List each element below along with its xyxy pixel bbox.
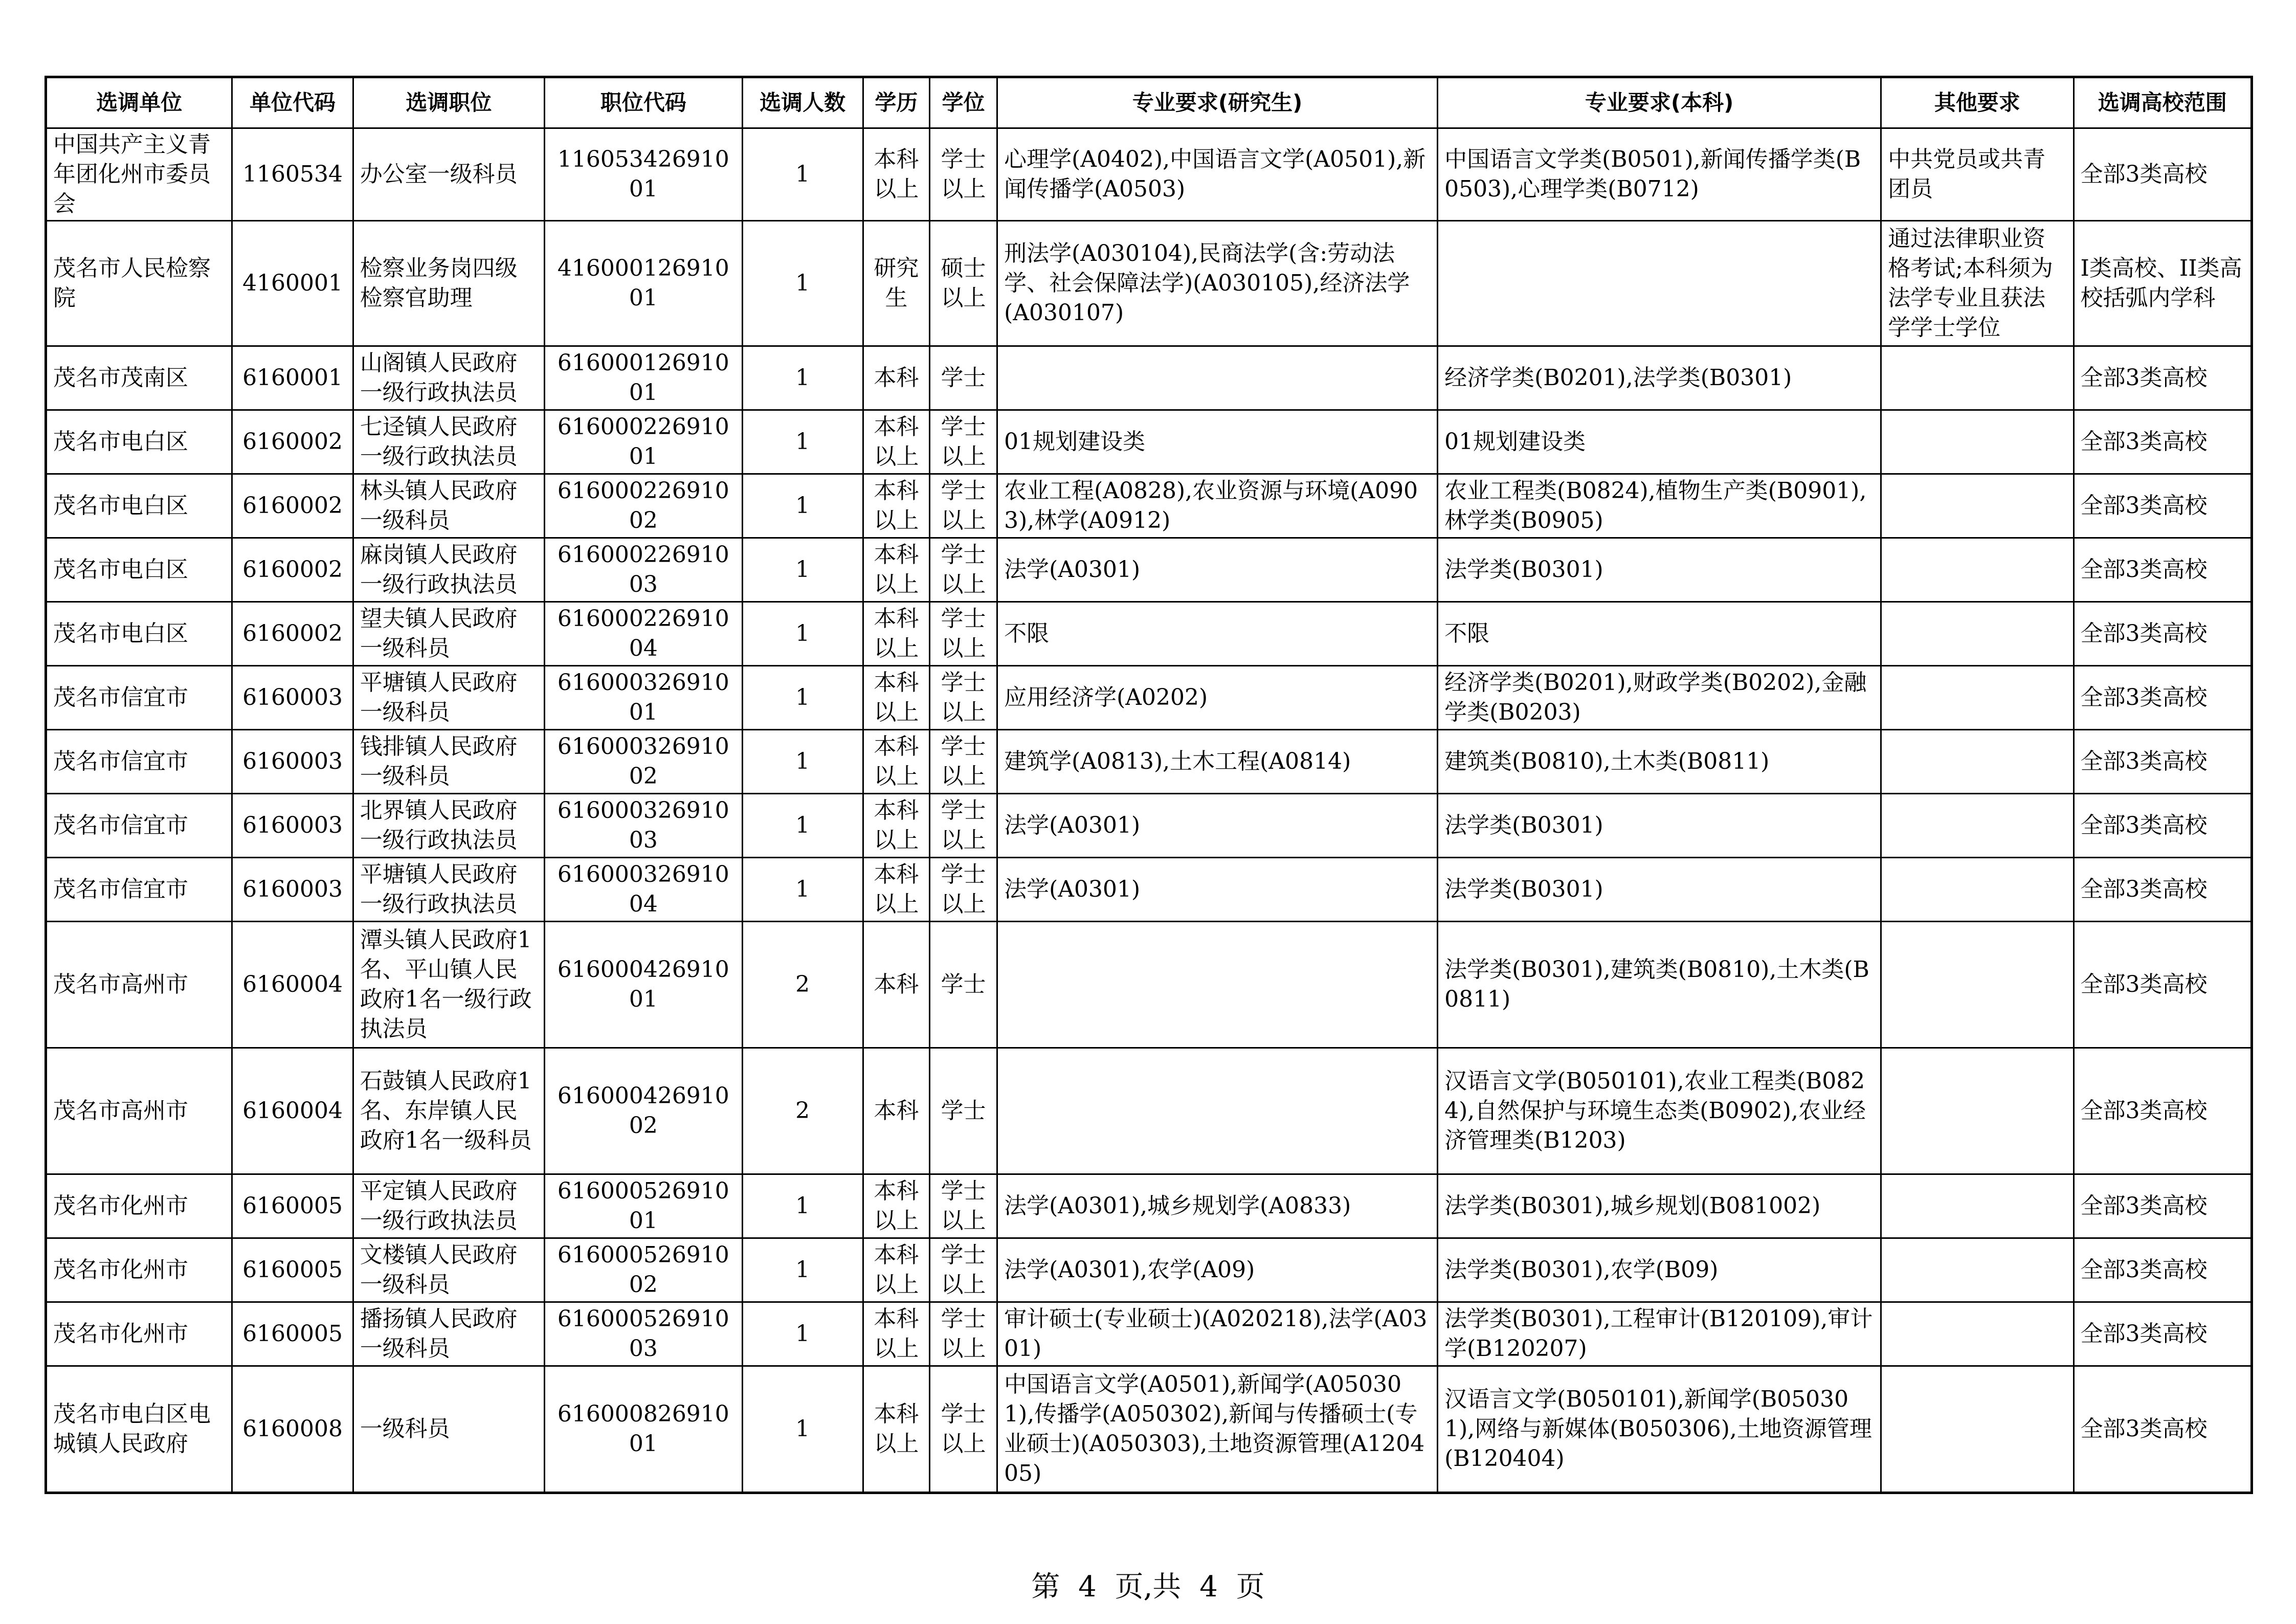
cell-position-code: 61600012691001 xyxy=(545,346,742,410)
col-header-major-graduate: 专业要求(研究生) xyxy=(997,77,1438,128)
cell-count: 1 xyxy=(742,538,863,602)
cell-major-graduate: 应用经济学(A0202) xyxy=(997,666,1438,730)
cell-school-scope: 全部3类高校 xyxy=(2074,1048,2252,1174)
cell-degree: 学士以上 xyxy=(929,128,997,221)
cell-position: 山阁镇人民政府一级行政执法员 xyxy=(353,346,544,410)
cell-unit-code: 6160003 xyxy=(232,666,353,730)
cell-count: 1 xyxy=(742,858,863,922)
cell-education: 本科以上 xyxy=(863,538,929,602)
cell-count: 1 xyxy=(742,221,863,346)
cell-major-graduate: 01规划建设类 xyxy=(997,410,1438,474)
cell-major-undergrad: 建筑类(B0810),土木类(B0811) xyxy=(1438,730,1881,794)
cell-school-scope: 全部3类高校 xyxy=(2074,538,2252,602)
cell-other xyxy=(1881,1174,2074,1238)
cell-school-scope: 全部3类高校 xyxy=(2074,794,2252,858)
cell-position: 潭头镇人民政府1名、平山镇人民政府1名一级行政执法员 xyxy=(353,922,544,1048)
cell-position: 平塘镇人民政府一级行政执法员 xyxy=(353,858,544,922)
cell-education: 本科以上 xyxy=(863,730,929,794)
cell-position-code: 61600022691002 xyxy=(545,474,742,538)
cell-education: 本科以上 xyxy=(863,666,929,730)
cell-count: 1 xyxy=(742,602,863,666)
cell-unit: 茂名市信宜市 xyxy=(46,794,232,858)
cell-major-graduate: 审计硕士(专业硕士)(A020218),法学(A0301) xyxy=(997,1302,1438,1366)
col-header-count: 选调人数 xyxy=(742,77,863,128)
cell-unit: 中国共产主义青年团化州市委员会 xyxy=(46,128,232,221)
cell-major-graduate: 法学(A0301) xyxy=(997,858,1438,922)
cell-school-scope: 全部3类高校 xyxy=(2074,922,2252,1048)
table-row xyxy=(46,1048,2252,1174)
cell-count: 1 xyxy=(742,730,863,794)
cell-unit-code: 6160002 xyxy=(232,474,353,538)
cell-major-graduate: 心理学(A0402),中国语言文学(A0501),新闻传播学(A0503) xyxy=(997,128,1438,221)
cell-position-code: 61600032691004 xyxy=(545,858,742,922)
cell-position: 播扬镇人民政府一级科员 xyxy=(353,1302,544,1366)
cell-unit: 茂名市人民检察院 xyxy=(46,221,232,346)
cell-major-graduate: 法学(A0301),城乡规划学(A0833) xyxy=(997,1174,1438,1238)
cell-unit: 茂名市信宜市 xyxy=(46,858,232,922)
cell-position-code: 41600012691001 xyxy=(545,221,742,346)
table-row xyxy=(46,221,2252,346)
cell-major-undergrad: 汉语言文学(B050101),农业工程类(B0824),自然保护与环境生态类(B0902),农业经济管理类(B1203) xyxy=(1438,1048,1881,1174)
cell-count: 1 xyxy=(742,1302,863,1366)
page-footer: 第 4 页,共 4 页 xyxy=(1031,1570,1265,1604)
cell-other xyxy=(1881,1048,2074,1174)
cell-major-undergrad: 农业工程类(B0824),植物生产类(B0901),林学类(B0905) xyxy=(1438,474,1881,538)
cell-count: 1 xyxy=(742,1366,863,1493)
cell-position-code: 61600052691003 xyxy=(545,1302,742,1366)
cell-major-undergrad xyxy=(1438,221,1881,346)
table-row xyxy=(46,730,2252,794)
cell-education: 本科以上 xyxy=(863,474,929,538)
cell-degree: 学士以上 xyxy=(929,602,997,666)
cell-unit: 茂名市化州市 xyxy=(46,1174,232,1238)
cell-position: 平定镇人民政府一级行政执法员 xyxy=(353,1174,544,1238)
table-row xyxy=(46,1238,2252,1302)
cell-count: 1 xyxy=(742,666,863,730)
cell-other xyxy=(1881,858,2074,922)
table-row xyxy=(46,1366,2252,1493)
cell-position: 石鼓镇人民政府1名、东岸镇人民政府1名一级科员 xyxy=(353,1048,544,1174)
table-row xyxy=(46,410,2252,474)
cell-position-code: 61600042691002 xyxy=(545,1048,742,1174)
cell-unit-code: 6160003 xyxy=(232,730,353,794)
cell-other xyxy=(1881,1302,2074,1366)
cell-position: 一级科员 xyxy=(353,1366,544,1493)
cell-other: 通过法律职业资格考试;本科须为法学专业且获法学学士学位 xyxy=(1881,221,2074,346)
cell-unit-code: 6160001 xyxy=(232,346,353,410)
cell-education: 本科以上 xyxy=(863,410,929,474)
cell-major-graduate xyxy=(997,1048,1438,1174)
cell-major-undergrad: 法学类(B0301),工程审计(B120109),审计学(B120207) xyxy=(1438,1302,1881,1366)
cell-education: 本科以上 xyxy=(863,1174,929,1238)
cell-count: 1 xyxy=(742,794,863,858)
cell-school-scope: 全部3类高校 xyxy=(2074,1366,2252,1493)
cell-unit-code: 6160002 xyxy=(232,602,353,666)
table-row xyxy=(46,794,2252,858)
cell-unit: 茂名市电白区 xyxy=(46,538,232,602)
cell-major-undergrad: 中国语言文学类(B0501),新闻传播学类(B0503),心理学类(B0712) xyxy=(1438,128,1881,221)
cell-unit: 茂名市电白区电城镇人民政府 xyxy=(46,1366,232,1493)
cell-degree: 学士以上 xyxy=(929,474,997,538)
cell-education: 本科以上 xyxy=(863,1238,929,1302)
col-header-unit-code: 单位代码 xyxy=(232,77,353,128)
cell-unit: 茂名市化州市 xyxy=(46,1238,232,1302)
cell-major-undergrad: 经济学类(B0201),法学类(B0301) xyxy=(1438,346,1881,410)
cell-other xyxy=(1881,346,2074,410)
cell-major-undergrad: 法学类(B0301) xyxy=(1438,794,1881,858)
cell-education: 本科以上 xyxy=(863,602,929,666)
cell-major-graduate: 刑法学(A030104),民商法学(含:劳动法学、社会保障法学)(A030105),经济法学(A030107) xyxy=(997,221,1438,346)
cell-position-code: 61600082691001 xyxy=(545,1366,742,1493)
cell-position-code: 61600042691001 xyxy=(545,922,742,1048)
cell-position-code: 11605342691001 xyxy=(545,128,742,221)
cell-school-scope: I类高校、II类高校括弧内学科 xyxy=(2074,221,2252,346)
cell-unit: 茂名市电白区 xyxy=(46,602,232,666)
cell-school-scope: 全部3类高校 xyxy=(2074,346,2252,410)
cell-education: 研究生 xyxy=(863,221,929,346)
cell-other xyxy=(1881,538,2074,602)
cell-unit-code: 4160001 xyxy=(232,221,353,346)
cell-school-scope: 全部3类高校 xyxy=(2074,1302,2252,1366)
cell-degree: 学士以上 xyxy=(929,666,997,730)
cell-major-graduate xyxy=(997,346,1438,410)
cell-school-scope: 全部3类高校 xyxy=(2074,858,2252,922)
cell-unit: 茂名市信宜市 xyxy=(46,666,232,730)
cell-position: 办公室一级科员 xyxy=(353,128,544,221)
cell-count: 1 xyxy=(742,1238,863,1302)
cell-major-undergrad: 法学类(B0301),建筑类(B0810),土木类(B0811) xyxy=(1438,922,1881,1048)
cell-position-code: 61600052691001 xyxy=(545,1174,742,1238)
cell-major-undergrad: 01规划建设类 xyxy=(1438,410,1881,474)
col-header-position: 选调职位 xyxy=(353,77,544,128)
cell-position: 北界镇人民政府一级行政执法员 xyxy=(353,794,544,858)
cell-unit-code: 6160002 xyxy=(232,538,353,602)
cell-position-code: 61600022691001 xyxy=(545,410,742,474)
cell-unit: 茂名市茂南区 xyxy=(46,346,232,410)
col-header-other: 其他要求 xyxy=(1881,77,2074,128)
cell-unit: 茂名市电白区 xyxy=(46,410,232,474)
cell-unit-code: 6160003 xyxy=(232,794,353,858)
cell-unit: 茂名市化州市 xyxy=(46,1302,232,1366)
cell-position: 麻岗镇人民政府一级行政执法员 xyxy=(353,538,544,602)
cell-school-scope: 全部3类高校 xyxy=(2074,602,2252,666)
cell-degree: 学士以上 xyxy=(929,1238,997,1302)
cell-degree: 学士以上 xyxy=(929,858,997,922)
cell-degree: 学士以上 xyxy=(929,1174,997,1238)
table-row xyxy=(46,602,2252,666)
cell-other xyxy=(1881,922,2074,1048)
cell-other xyxy=(1881,666,2074,730)
cell-degree: 学士 xyxy=(929,1048,997,1174)
col-header-education: 学历 xyxy=(863,77,929,128)
cell-count: 1 xyxy=(742,346,863,410)
cell-count: 2 xyxy=(742,1048,863,1174)
cell-major-graduate: 农业工程(A0828),农业资源与环境(A0903),林学(A0912) xyxy=(997,474,1438,538)
cell-major-graduate: 中国语言文学(A0501),新闻学(A050301),传播学(A050302),新闻与传播硕士(专业硕士)(A050303),土地资源管理(A120405) xyxy=(997,1366,1438,1493)
cell-education: 本科以上 xyxy=(863,858,929,922)
cell-degree: 学士以上 xyxy=(929,730,997,794)
cell-unit: 茂名市高州市 xyxy=(46,922,232,1048)
cell-count: 1 xyxy=(742,128,863,221)
position-table xyxy=(44,76,2253,1494)
table-row xyxy=(46,858,2252,922)
cell-unit-code: 6160005 xyxy=(232,1238,353,1302)
cell-position: 平塘镇人民政府一级科员 xyxy=(353,666,544,730)
cell-school-scope: 全部3类高校 xyxy=(2074,1238,2252,1302)
cell-education: 本科以上 xyxy=(863,794,929,858)
cell-other xyxy=(1881,794,2074,858)
cell-unit: 茂名市信宜市 xyxy=(46,730,232,794)
header-row xyxy=(46,77,2252,128)
cell-position-code: 61600052691002 xyxy=(545,1238,742,1302)
cell-school-scope: 全部3类高校 xyxy=(2074,1174,2252,1238)
cell-major-graduate xyxy=(997,922,1438,1048)
cell-unit-code: 6160003 xyxy=(232,858,353,922)
cell-education: 本科以上 xyxy=(863,1366,929,1493)
cell-position-code: 61600032691001 xyxy=(545,666,742,730)
cell-major-undergrad: 法学类(B0301) xyxy=(1438,538,1881,602)
cell-degree: 学士 xyxy=(929,922,997,1048)
cell-unit-code: 6160008 xyxy=(232,1366,353,1493)
cell-unit-code: 6160004 xyxy=(232,922,353,1048)
table-row xyxy=(46,922,2252,1048)
table-row xyxy=(46,538,2252,602)
cell-education: 本科以上 xyxy=(863,1302,929,1366)
cell-position: 林头镇人民政府一级科员 xyxy=(353,474,544,538)
cell-position-code: 61600032691002 xyxy=(545,730,742,794)
cell-position-code: 61600022691004 xyxy=(545,602,742,666)
cell-degree: 学士以上 xyxy=(929,794,997,858)
cell-position: 七迳镇人民政府一级行政执法员 xyxy=(353,410,544,474)
cell-degree: 学士以上 xyxy=(929,410,997,474)
cell-count: 1 xyxy=(742,410,863,474)
cell-unit-code: 6160005 xyxy=(232,1174,353,1238)
col-header-degree: 学位 xyxy=(929,77,997,128)
table-row xyxy=(46,1302,2252,1366)
cell-position: 钱排镇人民政府一级科员 xyxy=(353,730,544,794)
cell-count: 1 xyxy=(742,1174,863,1238)
cell-school-scope: 全部3类高校 xyxy=(2074,474,2252,538)
cell-count: 1 xyxy=(742,474,863,538)
cell-education: 本科 xyxy=(863,346,929,410)
cell-unit-code: 1160534 xyxy=(232,128,353,221)
cell-unit-code: 6160005 xyxy=(232,1302,353,1366)
cell-school-scope: 全部3类高校 xyxy=(2074,730,2252,794)
cell-position: 望夫镇人民政府一级科员 xyxy=(353,602,544,666)
cell-unit: 茂名市电白区 xyxy=(46,474,232,538)
cell-major-graduate: 不限 xyxy=(997,602,1438,666)
cell-other xyxy=(1881,1238,2074,1302)
cell-other: 中共党员或共青团员 xyxy=(1881,128,2074,221)
table-row xyxy=(46,346,2252,410)
cell-major-undergrad: 法学类(B0301) xyxy=(1438,858,1881,922)
cell-major-undergrad: 法学类(B0301),城乡规划(B081002) xyxy=(1438,1174,1881,1238)
cell-position-code: 61600022691003 xyxy=(545,538,742,602)
cell-degree: 学士以上 xyxy=(929,1302,997,1366)
col-header-position-code: 职位代码 xyxy=(545,77,742,128)
cell-degree: 学士以上 xyxy=(929,538,997,602)
cell-education: 本科 xyxy=(863,922,929,1048)
cell-other xyxy=(1881,410,2074,474)
cell-unit: 茂名市高州市 xyxy=(46,1048,232,1174)
cell-position-code: 61600032691003 xyxy=(545,794,742,858)
cell-major-graduate: 法学(A0301) xyxy=(997,538,1438,602)
col-header-unit: 选调单位 xyxy=(46,77,232,128)
cell-unit-code: 6160004 xyxy=(232,1048,353,1174)
table-row xyxy=(46,474,2252,538)
cell-major-graduate: 法学(A0301),农学(A09) xyxy=(997,1238,1438,1302)
cell-degree: 学士 xyxy=(929,346,997,410)
cell-major-undergrad: 法学类(B0301),农学(B09) xyxy=(1438,1238,1881,1302)
cell-major-undergrad: 不限 xyxy=(1438,602,1881,666)
cell-major-undergrad: 经济学类(B0201),财政学类(B0202),金融学类(B0203) xyxy=(1438,666,1881,730)
table-row xyxy=(46,666,2252,730)
cell-other xyxy=(1881,1366,2074,1493)
cell-school-scope: 全部3类高校 xyxy=(2074,128,2252,221)
cell-school-scope: 全部3类高校 xyxy=(2074,410,2252,474)
cell-other xyxy=(1881,602,2074,666)
cell-other xyxy=(1881,474,2074,538)
cell-count: 2 xyxy=(742,922,863,1048)
cell-unit-code: 6160002 xyxy=(232,410,353,474)
cell-education: 本科以上 xyxy=(863,128,929,221)
col-header-school-scope: 选调高校范围 xyxy=(2074,77,2252,128)
cell-position: 文楼镇人民政府一级科员 xyxy=(353,1238,544,1302)
cell-degree: 学士以上 xyxy=(929,1366,997,1493)
cell-other xyxy=(1881,730,2074,794)
table-row xyxy=(46,1174,2252,1238)
col-header-major-undergrad: 专业要求(本科) xyxy=(1438,77,1881,128)
table-row xyxy=(46,128,2252,221)
cell-school-scope: 全部3类高校 xyxy=(2074,666,2252,730)
cell-major-graduate: 建筑学(A0813),土木工程(A0814) xyxy=(997,730,1438,794)
cell-degree: 硕士以上 xyxy=(929,221,997,346)
cell-position: 检察业务岗四级检察官助理 xyxy=(353,221,544,346)
cell-major-undergrad: 汉语言文学(B050101),新闻学(B050301),网络与新媒体(B050306),土地资源管理(B120404) xyxy=(1438,1366,1881,1493)
cell-major-graduate: 法学(A0301) xyxy=(997,794,1438,858)
cell-education: 本科 xyxy=(863,1048,929,1174)
